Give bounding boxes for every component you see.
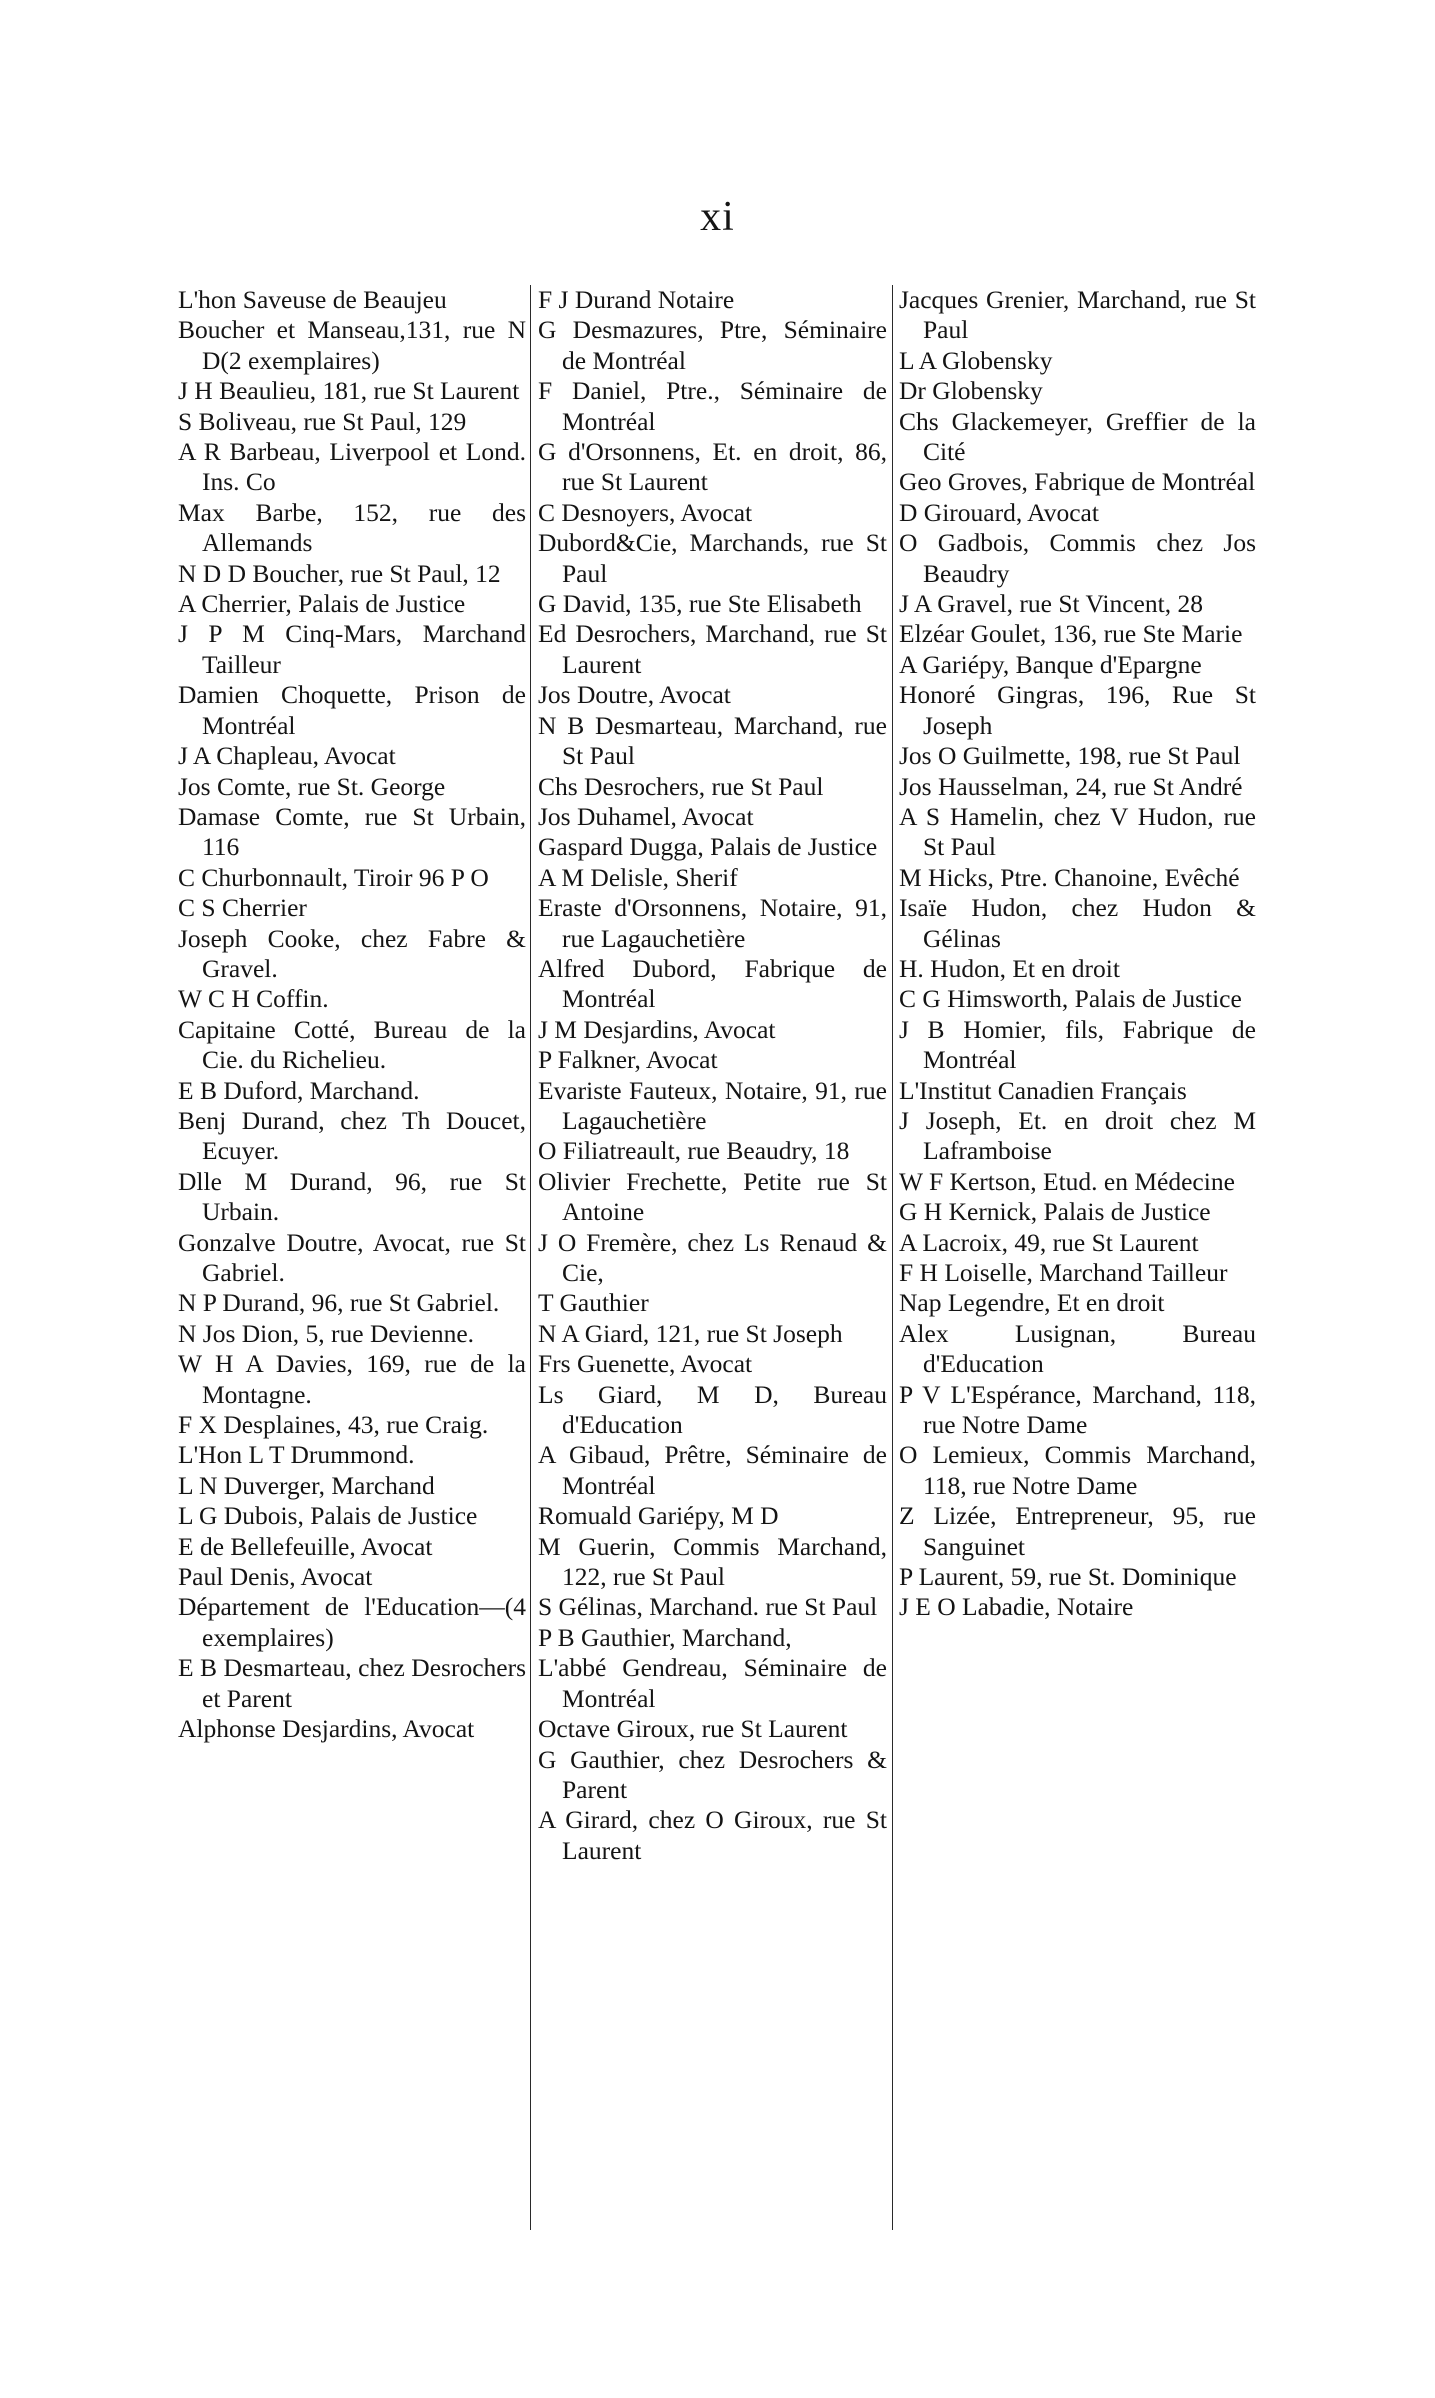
subscriber-entry: J P M Cinq-Mars, Marchand Tailleur xyxy=(178,619,526,679)
subscriber-entry: Olivier Frechette, Petite rue St Antoine xyxy=(538,1166,887,1227)
subscriber-entry: Jos Hausselman, 24, rue St André xyxy=(899,771,1243,801)
subscriber-entry: O Lemieux, Commis Marchand, 118, rue Notre Dame xyxy=(899,1440,1256,1500)
subscriber-entry: G H Kernick, Palais de Justice xyxy=(899,1197,1211,1227)
subscriber-entry: Dubord&Cie, Marchands, rue St Paul xyxy=(538,528,887,588)
subscriber-entry: L A Globensky xyxy=(899,345,1053,375)
subscriber-entry: Gonzalve Doutre, Avocat, rue St Gabriel. xyxy=(178,1227,526,1287)
subscriber-entry: N P Durand, 96, rue St Gabriel. xyxy=(178,1288,500,1318)
subscriber-entry: Frs Guenette, Avocat xyxy=(538,1349,753,1379)
subscriber-entry: A Cherrier, Palais de Justice xyxy=(178,589,466,619)
subscriber-entry: Evariste Fauteux, Notaire, 91, rue Lagauchetière xyxy=(538,1075,887,1135)
subscriber-entry: Chs Glackemeyer, Greffier de la Cité xyxy=(899,406,1256,467)
subscriber-entry: Benj Durand, chez Th Doucet, Ecuyer. xyxy=(178,1105,526,1166)
subscriber-entry: W H A Davies, 169, rue de la Montagne. xyxy=(178,1349,526,1409)
subscriber-entry: C Desnoyers, Avocat xyxy=(538,497,753,527)
subscriber-entry: F H Loiselle, Marchand Tailleur xyxy=(899,1258,1228,1287)
subscriber-entry: A Gariépy, Banque d'Epargne xyxy=(899,649,1202,679)
subscriber-entry: F Daniel, Ptre., Séminaire de Montréal xyxy=(538,376,887,436)
column-3 xyxy=(899,285,1256,2230)
subscriber-entry: Damase Comte, rue St Urbain, 116 xyxy=(178,801,526,862)
subscriber-entry: Paul Denis, Avocat xyxy=(178,1562,373,1592)
page-number: xi xyxy=(700,194,735,240)
subscriber-entry: Honoré Gingras, 196, Rue St Joseph xyxy=(899,680,1256,740)
subscriber-entry: Capitaine Cotté, Bureau de la Cie. du Richelieu. xyxy=(178,1014,526,1075)
subscriber-entry: A Lacroix, 49, rue St Laurent xyxy=(899,1227,1199,1257)
subscriber-entry: Jos O Guilmette, 198, rue St Paul xyxy=(899,741,1241,771)
subscriber-entry: G David, 135, rue Ste Elisabeth xyxy=(538,589,862,619)
subscriber-entry: Ls Giard, M D, Bureau d'Education xyxy=(538,1379,887,1440)
subscriber-entry: M Guerin, Commis Marchand, 122, rue St Paul xyxy=(538,1531,887,1592)
subscriber-entry: Max Barbe, 152, rue des Allemands xyxy=(178,497,526,558)
subscriber-entry: A M Delisle, Sherif xyxy=(538,862,738,892)
subscriber-entry: Geo Groves, Fabrique de Montréal xyxy=(899,467,1256,497)
subscriber-entry: P Falkner, Avocat xyxy=(538,1045,718,1075)
subscriber-entry: Isaïe Hudon, chez Hudon & Gélinas xyxy=(899,893,1256,953)
subscriber-entry: Jos Duhamel, Avocat xyxy=(538,801,754,831)
subscriber-entry: Joseph Cooke, chez Fabre & Gravel. xyxy=(178,923,526,983)
subscriber-entry: Elzéar Goulet, 136, rue Ste Marie xyxy=(899,619,1243,649)
subscriber-entry: Chs Desrochers, rue St Paul xyxy=(538,771,824,801)
subscriber-entry: E B Desmarteau, chez Desrochers et Parent xyxy=(178,1653,526,1713)
subscriber-entry: J O Fremère, chez Ls Renaud & Cie, xyxy=(538,1227,887,1287)
subscriber-entry: J A Gravel, rue St Vincent, 28 xyxy=(899,589,1203,619)
subscriber-entry: Octave Giroux, rue St Laurent xyxy=(538,1714,848,1744)
subscriber-entry: M Hicks, Ptre. Chanoine, Evêché xyxy=(899,862,1240,892)
subscriber-entry: Département de l'Education—(4 exemplaires) xyxy=(178,1592,526,1652)
subscriber-entry: J H Beaulieu, 181, rue St Laurent xyxy=(178,376,520,406)
subscriber-entry: L'hon Saveuse de Beaujeu xyxy=(178,285,447,314)
subscriber-entry: Z Lizée, Entrepreneur, 95, rue Sanguinet xyxy=(899,1501,1256,1561)
subscriber-entry: L'Hon L T Drummond. xyxy=(178,1440,415,1470)
subscriber-entry: C Churbonnault, Tiroir 96 P O xyxy=(178,862,489,892)
subscriber-entry: Dr Globensky xyxy=(899,376,1043,406)
subscriber-entry: F J Durand Notaire xyxy=(538,285,735,314)
subscriber-entry: Romuald Gariépy, M D xyxy=(538,1501,779,1531)
column-rule-1 xyxy=(530,285,531,2230)
subscriber-entry: N B Desmarteau, Marchand, rue St Paul xyxy=(538,710,887,771)
subscriber-entry: A R Barbeau, Liverpool et Lond. Ins. Co xyxy=(178,437,526,497)
subscriber-entry: Jos Doutre, Avocat xyxy=(538,680,731,710)
subscriber-entry: Alfred Dubord, Fabrique de Montréal xyxy=(538,953,887,1014)
subscriber-entry: C G Himsworth, Palais de Justice xyxy=(899,984,1242,1014)
subscriber-entry: G d'Orsonnens, Et. en droit, 86, rue St Laurent xyxy=(538,437,887,497)
subscriber-entry: Boucher et Manseau,131, rue N D(2 exemplaires) xyxy=(178,315,526,375)
subscriber-entry: J M Desjardins, Avocat xyxy=(538,1014,776,1044)
subscriber-entry: Alphonse Desjardins, Avocat xyxy=(178,1714,475,1744)
subscriber-entry: L G Dubois, Palais de Justice xyxy=(178,1501,478,1531)
subscriber-entry: W F Kertson, Etud. en Médecine xyxy=(899,1166,1235,1196)
subscriber-entry: L'abbé Gendreau, Séminaire de Montréal xyxy=(538,1653,887,1713)
subscriber-entry: T Gauthier xyxy=(538,1288,649,1318)
subscriber-entry: O Filiatreault, rue Beaudry, 18 xyxy=(538,1136,850,1166)
subscriber-entry: J A Chapleau, Avocat xyxy=(178,741,396,771)
subscriber-entry: L N Duverger, Marchand xyxy=(178,1470,435,1500)
subscriber-entry: P Laurent, 59, rue St. Dominique xyxy=(899,1562,1237,1592)
subscriber-entry: E B Duford, Marchand. xyxy=(178,1075,420,1105)
subscriber-entry: Gaspard Dugga, Palais de Justice xyxy=(538,832,878,862)
subscriber-entry: Alex Lusignan, Bureau d'Education xyxy=(899,1318,1256,1379)
subscriber-entry: J B Homier, fils, Fabrique de Montréal xyxy=(899,1014,1256,1075)
subscriber-entry: J E O Labadie, Notaire xyxy=(899,1592,1134,1622)
subscriber-entry: D Girouard, Avocat xyxy=(899,497,1099,527)
subscriber-entry: N Jos Dion, 5, rue Devienne. xyxy=(178,1318,475,1348)
subscriber-entry: Jos Comte, rue St. George xyxy=(178,771,446,801)
subscriber-entry: Jacques Grenier, Marchand, rue St Paul xyxy=(899,285,1256,345)
subscriber-entry: W C H Coffin. xyxy=(178,984,329,1014)
subscriber-entry: L'Institut Canadien Français xyxy=(899,1075,1187,1105)
subscriber-entry: O Gadbois, Commis chez Jos Beaudry xyxy=(899,528,1256,588)
subscriber-entry: S Gélinas, Marchand. rue St Paul xyxy=(538,1592,878,1622)
subscriber-entry: H. Hudon, Et en droit xyxy=(899,953,1120,983)
subscriber-entry: Damien Choquette, Prison de Montréal xyxy=(178,680,526,740)
subscriber-entry: A S Hamelin, chez V Hudon, rue St Paul xyxy=(899,801,1256,862)
subscriber-list xyxy=(178,285,1256,2230)
subscriber-entry: C S Cherrier xyxy=(178,893,307,923)
subscriber-entry: J Joseph, Et. en droit chez M Laframboise xyxy=(899,1105,1256,1166)
column-1 xyxy=(178,285,526,2230)
subscriber-entry: Nap Legendre, Et en droit xyxy=(899,1288,1165,1318)
subscriber-entry: G Desmazures, Ptre, Séminaire de Montréal xyxy=(538,315,887,375)
subscriber-entry: A Gibaud, Prêtre, Séminaire de Montréal xyxy=(538,1440,887,1500)
subscriber-entry: Dlle M Durand, 96, rue St Urbain. xyxy=(178,1166,526,1227)
subscriber-entry: N D D Boucher, rue St Paul, 12 xyxy=(178,558,501,588)
subscriber-entry: E de Bellefeuille, Avocat xyxy=(178,1531,433,1561)
column-rule-2 xyxy=(892,285,893,2230)
subscriber-entry: F X Desplaines, 43, rue Craig. xyxy=(178,1410,489,1440)
subscriber-entry: Eraste d'Orsonnens, Notaire, 91, rue Lagauchetière xyxy=(538,893,887,953)
subscriber-entry: P V L'Espérance, Marchand, 118, rue Notre Dame xyxy=(899,1379,1256,1440)
subscriber-entry: N A Giard, 121, rue St Joseph xyxy=(538,1318,843,1348)
subscriber-entry: P B Gauthier, Marchand, xyxy=(538,1622,792,1652)
subscriber-entry: S Boliveau, rue St Paul, 129 xyxy=(178,406,467,436)
subscriber-entry: Ed Desrochers, Marchand, rue St Laurent xyxy=(538,619,887,679)
subscriber-entry: A Girard, chez O Giroux, rue St Laurent xyxy=(538,1805,887,1865)
subscriber-entry: G Gauthier, chez Desrochers & Parent xyxy=(538,1744,887,1804)
column-2 xyxy=(538,285,887,2230)
